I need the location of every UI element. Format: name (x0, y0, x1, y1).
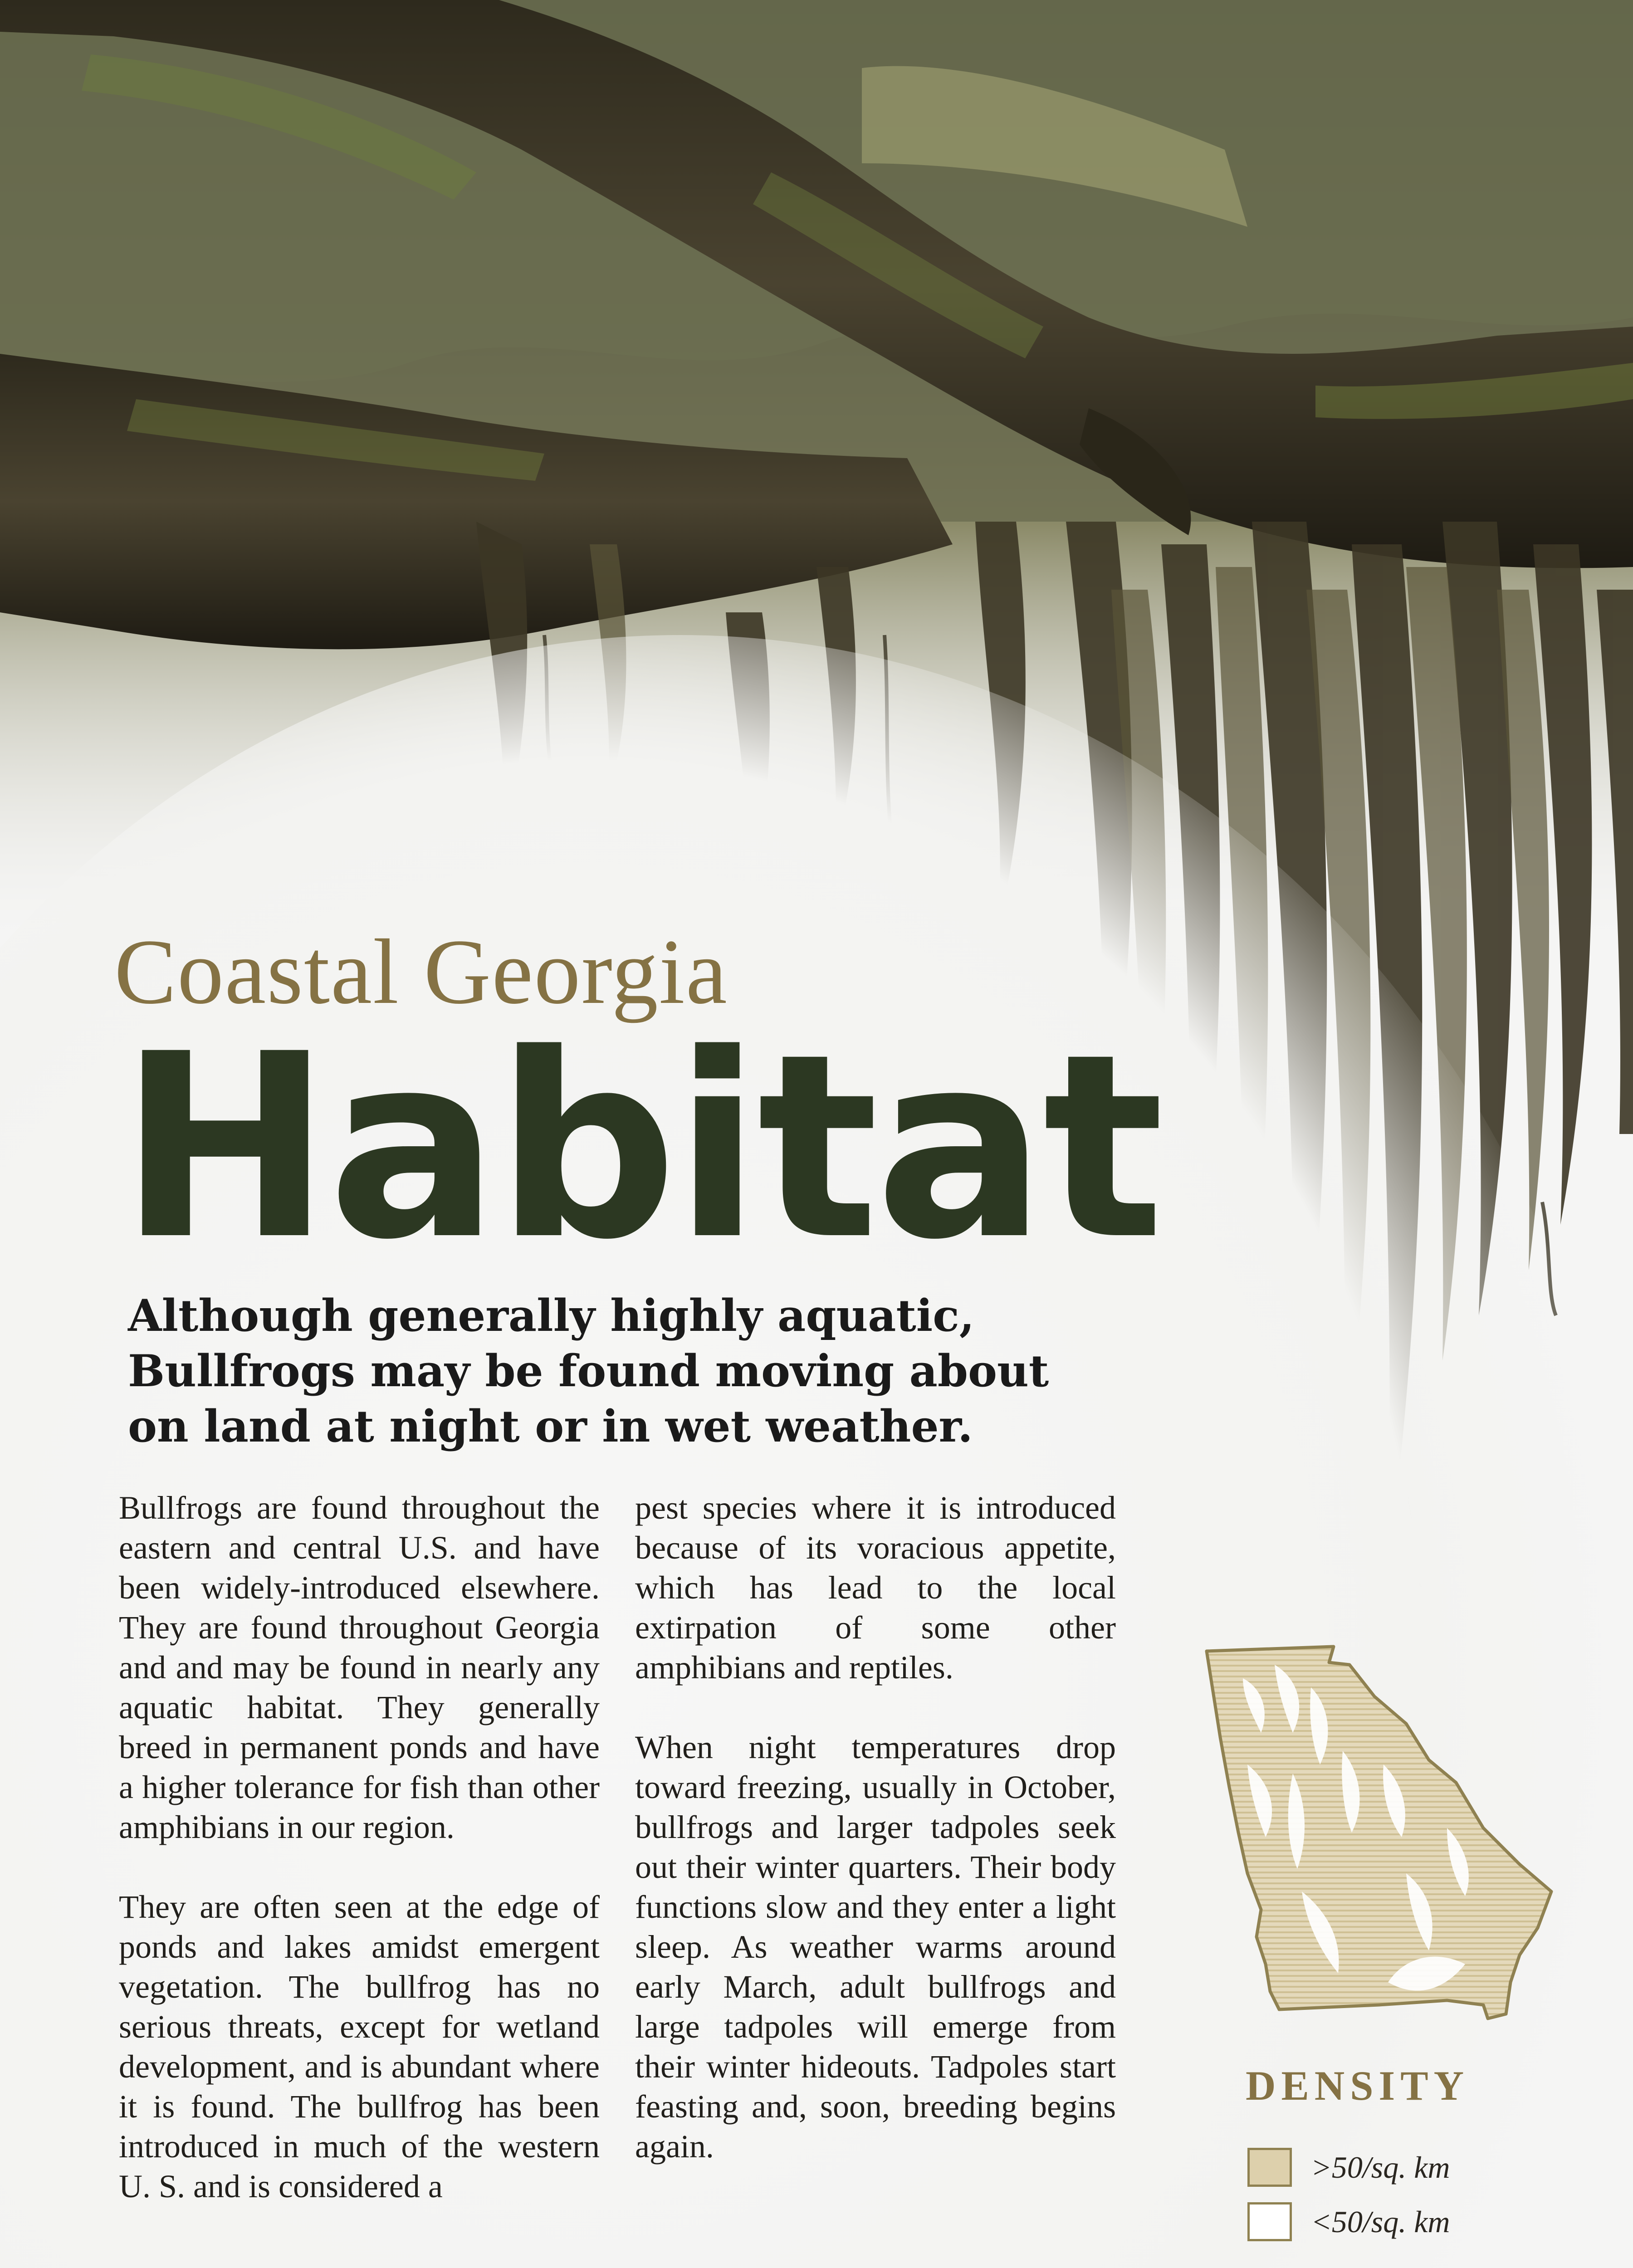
body-paragraph: pest species where it is introduced because of its voracious appetite, which has lead to the local extirpation of some other amphibians and reptiles. (635, 1490, 1116, 1686)
legend-item-low-density (1247, 2202, 1450, 2241)
body-paragraph: When night temperatures drop toward freezing, usually in October, bullfrogs and larger tadpoles seek out their winter quarters. Their body functions slow and they enter a light sleep. As weather warms around early March, adult bullfrogs and large tadpoles will emerge from their winter hideouts. Tadpoles start feasting and, soon, breeding begins again. (635, 1729, 1116, 2165)
georgia-map-shape (1193, 1637, 1565, 2037)
legend-item-high-density (1247, 2148, 1450, 2187)
legend-label: >50/sq. km (1311, 2150, 1450, 2185)
page-title: Habitat (119, 1000, 1161, 1295)
kicker-title: Coastal Georgia (114, 920, 728, 1023)
body-paragraph: They are often seen at the edge of ponds and lakes amidst emergent vegetation. The bullfrog has no serious threats, except for wetland development, and is abundant where it is found. The bullfrog has been introduced in much of the western U. S. and is considered a (119, 1889, 600, 2204)
body-paragraph: Bullfrogs are found throughout the eastern and central U.S. and have been widely-introduced elsewhere. They are found throughout Georgia and and may be found in nearly any aquatic habitat. They generally breed in permanent ponds and have a higher tolerance for fish than other amphibians in our region. (119, 1490, 600, 1845)
density-title: DENSITY (1246, 2063, 1470, 2109)
body-column-left (119, 1488, 600, 2246)
legend-swatch-high (1247, 2148, 1292, 2187)
legend-swatch-low (1247, 2202, 1292, 2241)
lede-paragraph: Although generally highly aquatic, Bullfrogs may be found moving about on land at night or in wet weather. (128, 1290, 1049, 1452)
legend-label: <50/sq. km (1311, 2204, 1450, 2239)
body-column-right (635, 1488, 1116, 2206)
georgia-density-map (1193, 1637, 1565, 2037)
